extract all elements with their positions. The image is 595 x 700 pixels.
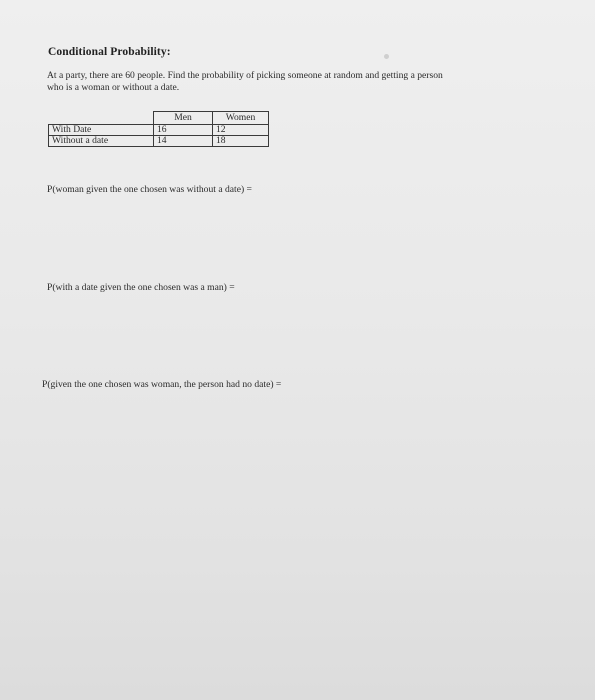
table-row xyxy=(49,136,269,147)
problem-statement xyxy=(47,70,567,93)
cell-men-with-date: 16 xyxy=(154,125,213,136)
table-corner-cell xyxy=(49,112,154,125)
row-label-with-date: With Date xyxy=(49,125,154,136)
page-title: Conditional Probability: xyxy=(48,46,171,58)
cell-women-with-date: 12 xyxy=(213,125,269,136)
table-row xyxy=(49,125,269,136)
paper-mark xyxy=(384,54,389,59)
question-2: P(with a date given the one chosen was a man) = xyxy=(47,282,235,293)
column-header-women: Women xyxy=(213,112,269,125)
cell-men-without-date: 14 xyxy=(154,136,213,147)
contingency-table xyxy=(48,111,269,147)
row-label-without-date: Without a date xyxy=(49,136,154,147)
question-1: P(woman given the one chosen was without a date) = xyxy=(47,184,252,195)
column-header-men: Men xyxy=(154,112,213,125)
table-header-row xyxy=(49,112,269,125)
cell-women-without-date: 18 xyxy=(213,136,269,147)
problem-line-1: At a party, there are 60 people. Find the probability of picking someone at random and getting a person xyxy=(47,70,443,81)
problem-line-2: who is a woman or without a date. xyxy=(47,81,180,93)
question-3: P(given the one chosen was woman, the person had no date) = xyxy=(42,379,282,390)
